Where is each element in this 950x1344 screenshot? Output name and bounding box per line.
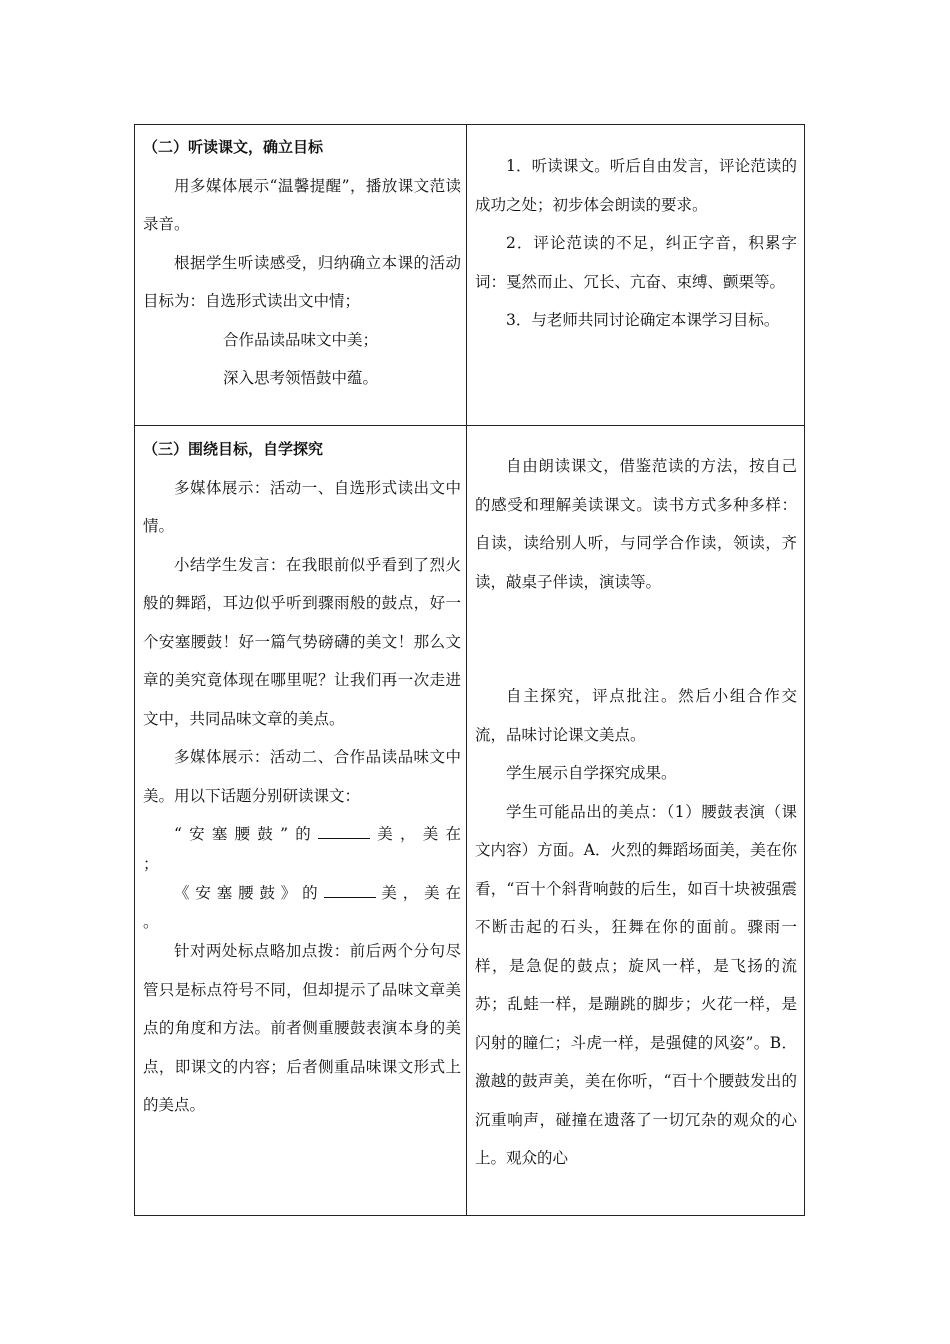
paragraph: 针对两处标点略加点拨：前后两个分句尽管只是标点符号不同，但却提示了品味文章美点的角度和方法。前者侧重腰鼓表演本身的美点，即课文的内容；后者侧重品味课文形式上的美点。 (143, 942, 461, 1114)
goal-line: 深入思考领悟鼓中蕴。 (223, 369, 379, 387)
section-three-teacher-cell (143, 430, 461, 1125)
section-two-student-cell (475, 147, 797, 340)
paragraph: 小结学生发言：在我眼前似乎看到了烈火般的舞蹈，耳边似乎听到骤雨般的鼓点，好一个安塞腰鼓！好一篇气势磅礴的美文！那么文章的美究竟体现在哪里呢？让我们再一次走进文中，共同品味文章的美点。 (143, 555, 461, 728)
paragraph: 自主探究，评点批注。然后小组合作交流，品味讨论课文美点。 (475, 687, 797, 744)
paragraph: 用多媒体展示“温馨提醒”，播放课文范读录音。 (143, 176, 461, 233)
paragraph: 2．评论范读的不足，纠正字音，积累字词：戛然而止、冗长、亢奋、束缚、颤栗等。 (475, 234, 797, 291)
section-three-heading: （三）围绕目标，自学探究 (143, 440, 324, 458)
fill-end-mark: 。 (143, 913, 159, 931)
paragraph: 学生可能品出的美点：（1）腰鼓表演（课文内容）方面。A．火烈的舞蹈场面美，美在你看，“百十个斜背响鼓的后生，如百十块被强震不断击起的石头，狂舞在你的面前。骤雨一样，是急促的鼓点；旋风一样，是飞扬的流苏；乱蛙一样，是蹦跳的脚步；火花一样，是闪射的瞳仁；斗虎一样，是强健的风姿”。B．激越的鼓声美，美在你听，“百十个腰鼓发出的沉重响声，碰撞在遗落了一切冗杂的观众的心上。观众的心 (475, 802, 797, 1167)
paragraph: 多媒体展示：活动二、合作品读品味文中美。用以下话题分别研读课文： (143, 748, 461, 805)
paragraph: 根据学生听读感受，归纳确立本课的活动目标为：自选形式读出文中情； (143, 253, 461, 310)
lesson-table (134, 124, 805, 1216)
paragraph: 3．与老师共同讨论确定本课学习目标。 (506, 311, 780, 329)
goal-line: 合作品读品味文中美； (223, 330, 379, 349)
row-divider (135, 425, 804, 426)
paragraph: 多媒体展示：活动一、自选形式读出文中情。 (143, 478, 461, 535)
section-two-heading: （二）听读课文，确立目标 (143, 138, 324, 156)
section-three-student-cell (475, 447, 797, 1178)
section-two-teacher-cell (143, 128, 461, 398)
fill-in-topic-1: “安塞腰鼓”的 美，美在 (174, 825, 461, 843)
column-divider (466, 125, 467, 1215)
paragraph: 1．听读课文。听后自由发言，评论范读的成功之处；初步体会朗读的要求。 (475, 157, 797, 214)
paragraph: 学生展示自学探究成果。 (506, 764, 677, 782)
blank-line (324, 883, 376, 898)
blank-line (318, 824, 370, 839)
fill-end-mark: ； (143, 854, 159, 873)
paragraph: 自由朗读课文，借鉴范读的方法，按自己的感受和理解美读课文。读书方式多种多样：自读，读给别人听，与同学合作读，领读，齐读，敲桌子伴读，演读等。 (475, 457, 797, 591)
fill-in-topic-2: 《安塞腰鼓》的 美，美在 (174, 883, 461, 902)
